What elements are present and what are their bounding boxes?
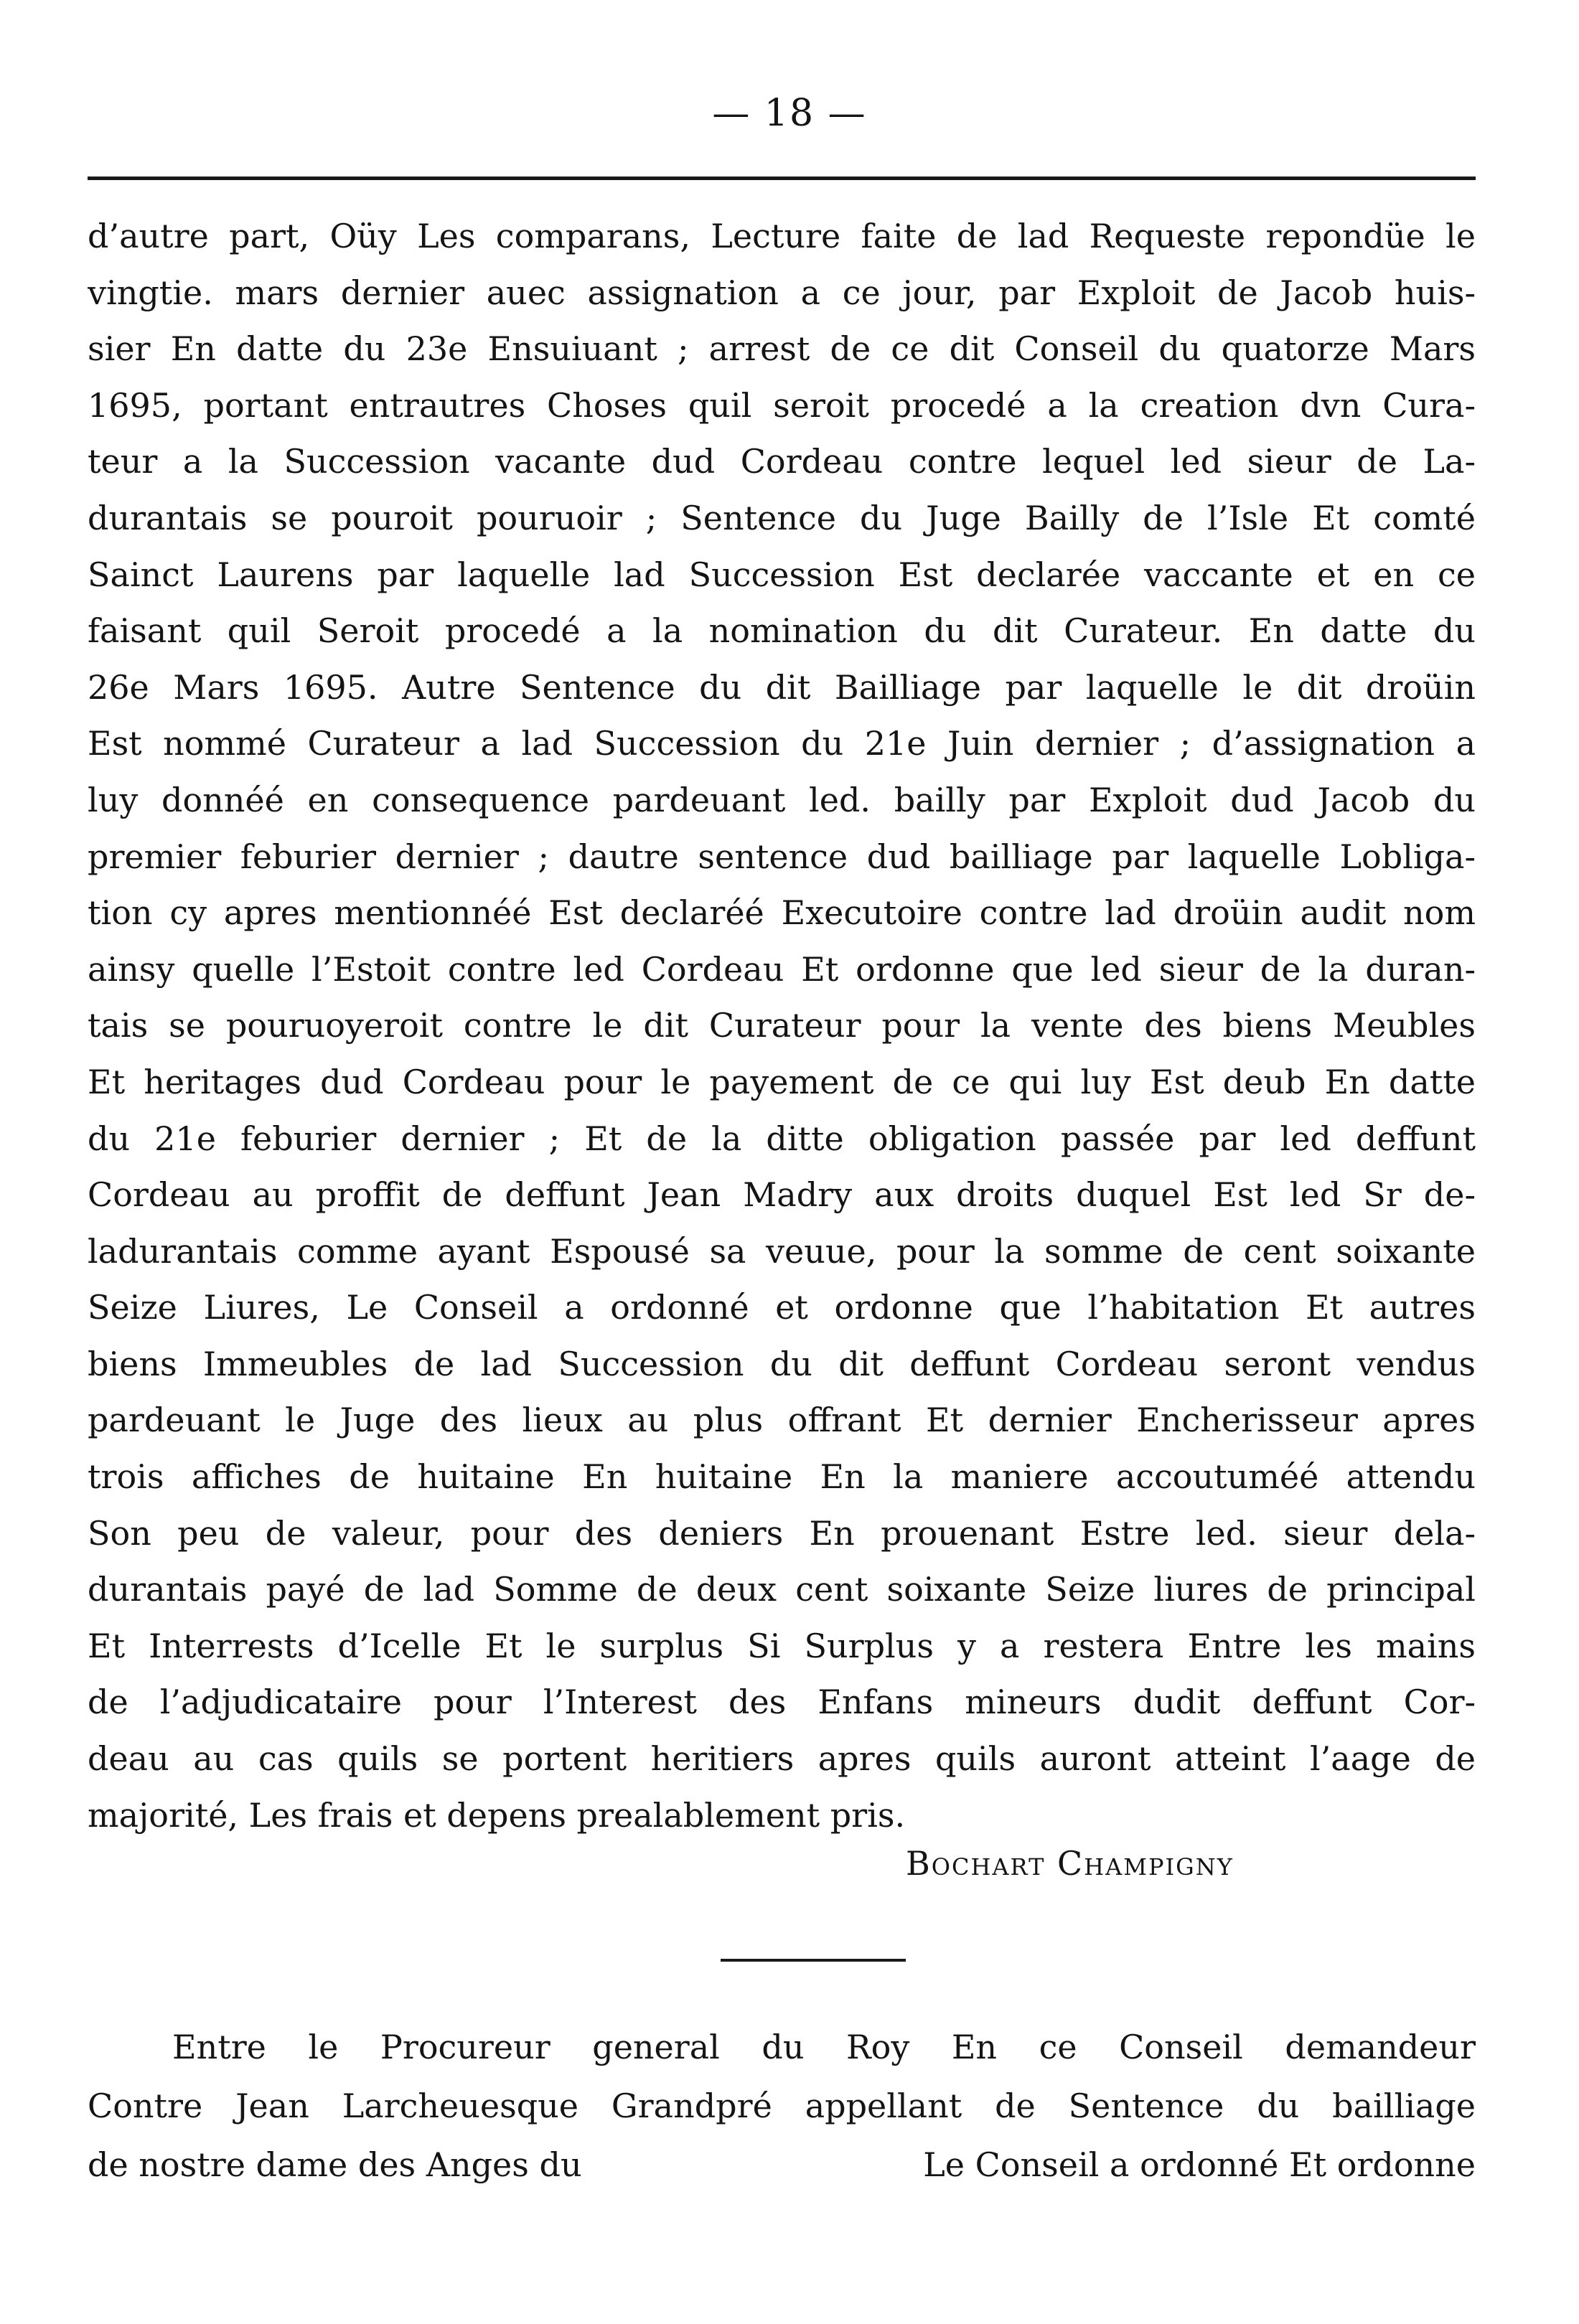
page-number: — 18 — (712, 92, 867, 135)
next-entry (88, 2018, 1476, 2194)
text-line: sier En datte du 23e Ensuiuant ; arrest de ce dit Conseil du quatorze Mars (88, 329, 1476, 369)
text-line: ladurantais comme ayant Espousé sa veuue, pour la somme de cent soixante (88, 1231, 1476, 1271)
text-line: faisant quil Seroit procedé a la nomination du dit Curateur. En datte du (88, 611, 1476, 651)
entry-text-line: Contre Jean Larcheuesque Grandpré appellant de Sentence du bailliage (88, 2087, 1476, 2125)
body-text (88, 208, 1476, 1843)
entry-text-left: de nostre dame des Anges du (88, 2145, 582, 2184)
text-line: tion cy apres mentionnéé Est declaréé Executoire contre lad droüin audit nom (88, 893, 1476, 933)
signature: Bochart Champigny (906, 1844, 1234, 1883)
text-line: 1695, portant entrautres Choses quil seroit procedé a la creation dvn Cura- (88, 385, 1476, 425)
text-line: Son peu de valeur, pour des deniers En prouenant Estre led. sieur dela- (88, 1513, 1476, 1553)
text-line: durantais payé de lad Somme de deux cent soixante Seize liures de principal (88, 1570, 1476, 1609)
text-line: tais se pouruoyeroit contre le dit Curateur pour la vente des biens Meubles (88, 1006, 1476, 1045)
entry-text-right: Le Conseil a ordonné Et ordonne (923, 2145, 1476, 2184)
text-line: de l’adjudicataire pour l’Interest des Enfans mineurs dudit deffunt Cor- (88, 1683, 1476, 1722)
text-line: deau au cas quils se portent heritiers apres quils auront atteint l’aage de (88, 1739, 1476, 1779)
entry-text-line (88, 2135, 1476, 2194)
text-line: 26e Mars 1695. Autre Sentence du dit Bailliage par laquelle le dit droüin (88, 667, 1476, 707)
text-line: majorité, Les frais et depens prealablement pris. (88, 1795, 906, 1835)
entry-heading-line: Entre le Procureur general du Roy En ce Conseil demandeur (172, 2028, 1476, 2066)
text-line: vingtie. mars dernier auec assignation a ce jour, par Exploit de Jacob huis- (88, 273, 1476, 312)
text-line: Cordeau au proffit de deffunt Jean Madry aux droits duquel Est led Sr de- (88, 1175, 1476, 1215)
text-line: premier feburier dernier ; dautre sentence dud bailliage par laquelle Lobliga- (88, 837, 1476, 876)
text-line: d’autre part, Oüy Les comparans, Lecture faite de lad Requeste repondüe le (88, 217, 1476, 255)
text-line: teur a la Succession vacante dud Cordeau contre lequel led sieur de La- (88, 442, 1476, 481)
text-line: trois affiches de huitaine En huitaine En la maniere accoutuméé attendu (88, 1457, 1476, 1497)
text-line: Et heritages dud Cordeau pour le payement de ce qui luy Est deub En datte (88, 1062, 1476, 1101)
text-line: Seize Liures, Le Conseil a ordonné et ordonne que l’habitation Et autres (88, 1288, 1476, 1327)
text-line: durantais se pouroit pouruoir ; Sentence du Juge Bailly de l’Isle Et comté (88, 498, 1476, 537)
section-divider (721, 1959, 906, 1962)
text-line: Est nommé Curateur a lad Succession du 21e Juin dernier ; d’assignation a (88, 724, 1476, 763)
text-line: du 21e feburier dernier ; Et de la ditte obligation passée par led deffunt (88, 1119, 1476, 1158)
text-line: Sainct Laurens par laquelle lad Succession Est declarée vaccante et en ce (88, 555, 1476, 594)
text-line: biens Immeubles de lad Succession du dit deffunt Cordeau seront vendus (88, 1344, 1476, 1383)
header-rule (88, 177, 1476, 180)
text-line: ainsy quelle l’Estoit contre led Cordeau Et ordonne que led sieur de la duran- (88, 949, 1476, 989)
text-line: Et Interrests d’Icelle Et le surplus Si Surplus y a restera Entre les mains (88, 1626, 1476, 1665)
text-line: pardeuant le Juge des lieux au plus offrant Et dernier Encherisseur apres (88, 1401, 1476, 1440)
text-line: luy donnéé en consequence pardeuant led. bailly par Exploit dud Jacob du (88, 780, 1476, 819)
